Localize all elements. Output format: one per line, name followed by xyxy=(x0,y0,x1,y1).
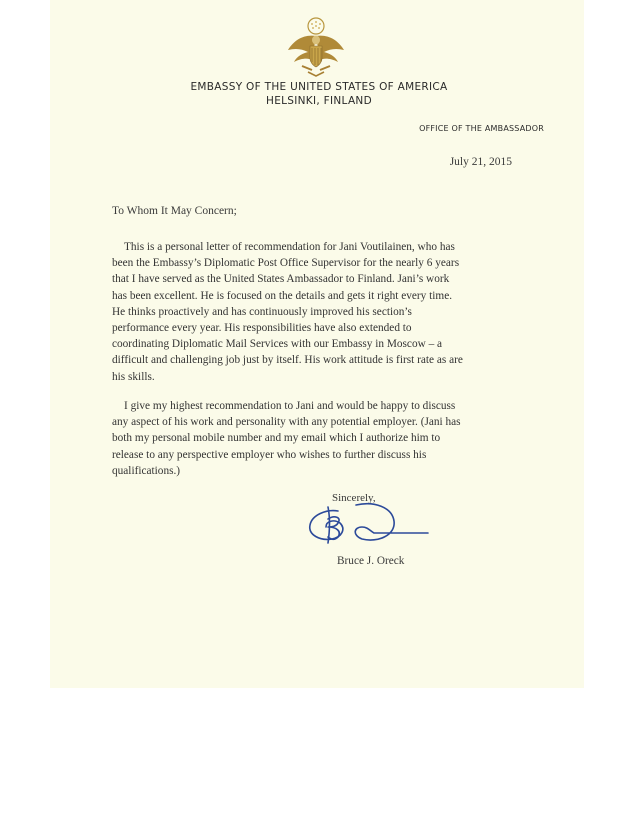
paragraph-line: difficult and challenging job just by itself. His work attitude is first rate as are xyxy=(112,354,463,367)
signature-icon xyxy=(304,497,430,549)
paragraph-line: any aspect of his work and personality with any potential employer. (Jani has xyxy=(112,416,461,429)
paragraph-line: release to any perspective employer who wishes to further discuss his xyxy=(112,448,427,461)
paragraph-line: qualifications.) xyxy=(112,464,181,477)
signer-name: Bruce J. Oreck xyxy=(337,555,405,567)
closing: Sincerely, xyxy=(332,492,376,504)
paragraph-2 xyxy=(112,398,532,479)
salutation: To Whom It May Concern; xyxy=(112,205,237,217)
paragraph-1 xyxy=(112,239,532,385)
paragraph-line: both my personal mobile number and my email which I authorize him to xyxy=(112,432,441,445)
paragraph-line: coordinating Diplomatic Mail Services with our Embassy in Moscow – a xyxy=(112,338,443,351)
embassy-location: HELSINKI, FINLAND xyxy=(266,95,372,107)
embassy-name: EMBASSY OF THE UNITED STATES OF AMERICA xyxy=(190,81,448,93)
office-line: OFFICE OF THE AMBASSADOR xyxy=(419,124,544,133)
eagle-seal-icon xyxy=(286,16,346,78)
paragraph-line: This is a personal letter of recommendation for Jani Voutilainen, who has xyxy=(124,241,455,253)
paragraph-line: He thinks proactively and has continuously improved his section’s xyxy=(112,305,412,318)
paragraph-line: performance every year. His responsibilities have also extended to xyxy=(112,322,412,335)
paragraph-line: been the Embassy’s Diplomatic Post Office Supervisor for the nearly 6 years xyxy=(112,257,460,270)
paragraph-line: I give my highest recommendation to Jani and would be happy to discuss xyxy=(124,400,456,412)
letterhead xyxy=(0,80,638,108)
letter-date: July 21, 2015 xyxy=(449,156,512,168)
paragraph-line: his skills. xyxy=(112,370,155,383)
paragraph-line: that I have served as the United States Ambassador to Finland. Jani’s work xyxy=(112,273,450,286)
paragraph-line: has been excellent. He is focused on the details and gets it right every time. xyxy=(112,289,453,302)
